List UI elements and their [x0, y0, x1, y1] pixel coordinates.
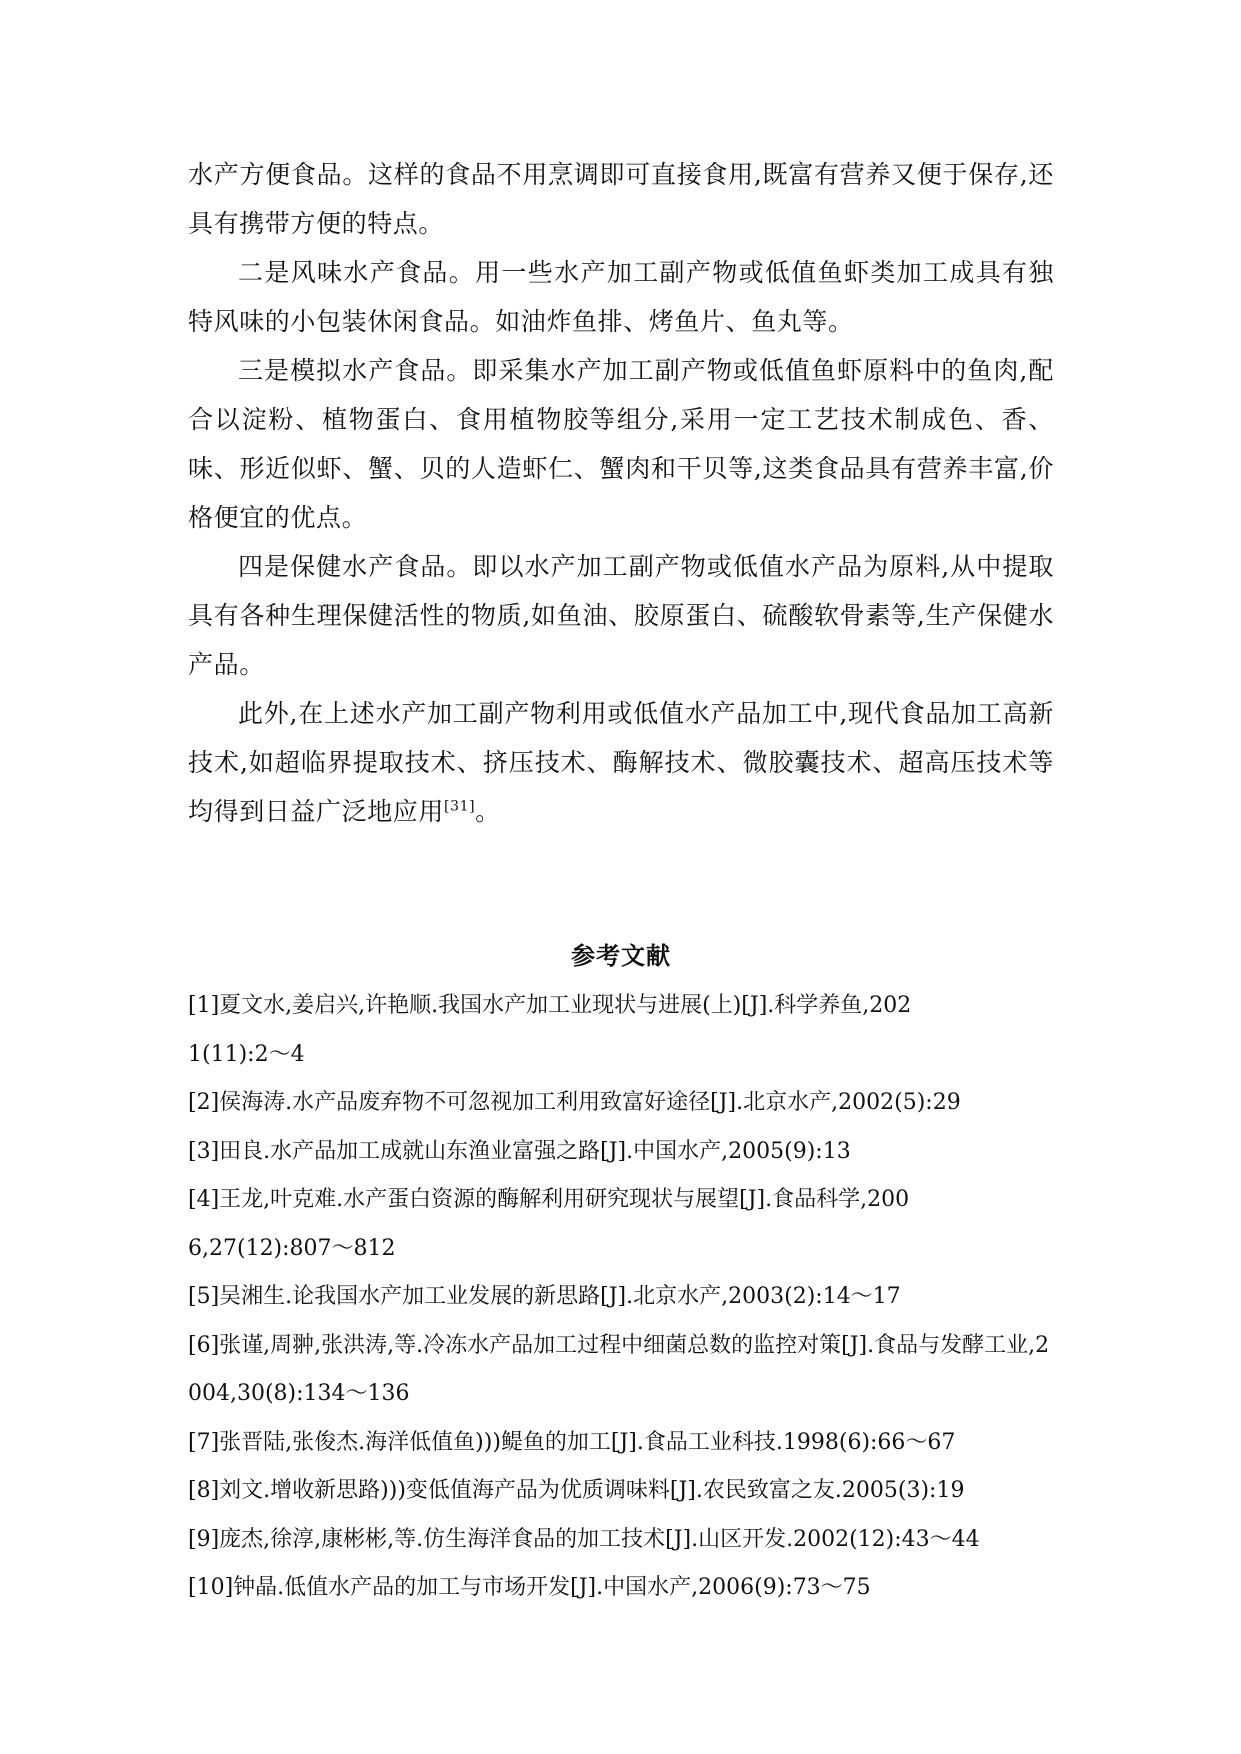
paragraph-5-tail: 。 [475, 797, 501, 826]
body-text [188, 150, 1054, 836]
references-heading: 参考文献 [571, 942, 671, 970]
reference-item: [8]刘文.增收新思路)))变低值海产品为优质调味料[J].农民致富之友.2005(3):19 [188, 1478, 965, 1503]
reference-item: [10]钟晶.低值水产品的加工与市场开发[J].中国水产,2006(9):73～75 [188, 1575, 871, 1600]
paragraph-5 [188, 689, 1054, 836]
citation-marker: [31] [444, 798, 476, 815]
reference-item: [3]田良.水产品加工成就山东渔业富强之路[J].中国水产,2005(9):13 [188, 1138, 851, 1164]
reference-list [188, 982, 1054, 1613]
reference-item: [9]庞杰,徐淳,康彬彬,等.仿生海洋食品的加工技术[J].山区开发.2002(12):43～44 [188, 1526, 980, 1552]
reference-item: [2]侯海涛.水产品废弃物不可忽视加工利用致富好途径[J].北京水产,2002(5):29 [188, 1090, 961, 1115]
reference-item: [7]张晋陆,张俊杰.海洋低值鱼)))鳀鱼的加工[J].食品工业科技.1998(6):66～67 [188, 1429, 956, 1455]
paragraph-3: 三是模拟水产食品。即采集水产加工副产物或低值鱼虾原料中的鱼肉,配合以淀粉、植物蛋白、食用植物胶等组分,采用一定工艺技术制成色、香、味、形近似虾、蟹、贝的人造虾仁、蟹肉和干贝等,这类食品具有营养丰富,价格便宜的优点。 [188, 356, 1054, 532]
reference-item: [6]张谨,周翀,张洪涛,等.冷冻水产品加工过程中细菌总数的监控对策[J].食品与发酵工业,2004,30(8):134～136 [188, 1332, 1050, 1406]
paragraph-2: 二是风味水产食品。用一些水产加工副产物或低值鱼虾类加工成具有独特风味的小包装休闲食品。如油炸鱼排、烤鱼片、鱼丸等。 [188, 258, 1054, 336]
reference-item: [4]王龙,叶克难.水产蛋白资源的酶解利用研究现状与展望[J].食品科学,2006,27(12):807～812 [188, 1187, 910, 1261]
paragraph-4: 四是保健水产食品。即以水产加工副产物或低值水产品为原料,从中提取具有各种生理保健活性的物质,如鱼油、胶原蛋白、硫酸软骨素等,生产保健水产品。 [188, 552, 1054, 679]
document-page [188, 150, 1054, 1613]
paragraph-1: 水产方便食品。这样的食品不用烹调即可直接食用,既富有营养又便于保存,还具有携带方便的特点。 [188, 160, 1054, 238]
paragraph-5-text: 此外,在上述水产加工副产物利用或低值水产品加工中,现代食品加工高新技术,如超临界提取技术、挤压技术、酶解技术、微胶囊技术、超高压技术等均得到日益广泛地应用 [188, 699, 1054, 826]
reference-item: [5]吴湘生.论我国水产加工业发展的新思路[J].北京水产,2003(2):14～17 [188, 1284, 901, 1309]
reference-item: [1]夏文水,姜启兴,许艳顺.我国水产加工业现状与进展(上)[J].科学养鱼,2021(11):2～4 [188, 993, 912, 1067]
